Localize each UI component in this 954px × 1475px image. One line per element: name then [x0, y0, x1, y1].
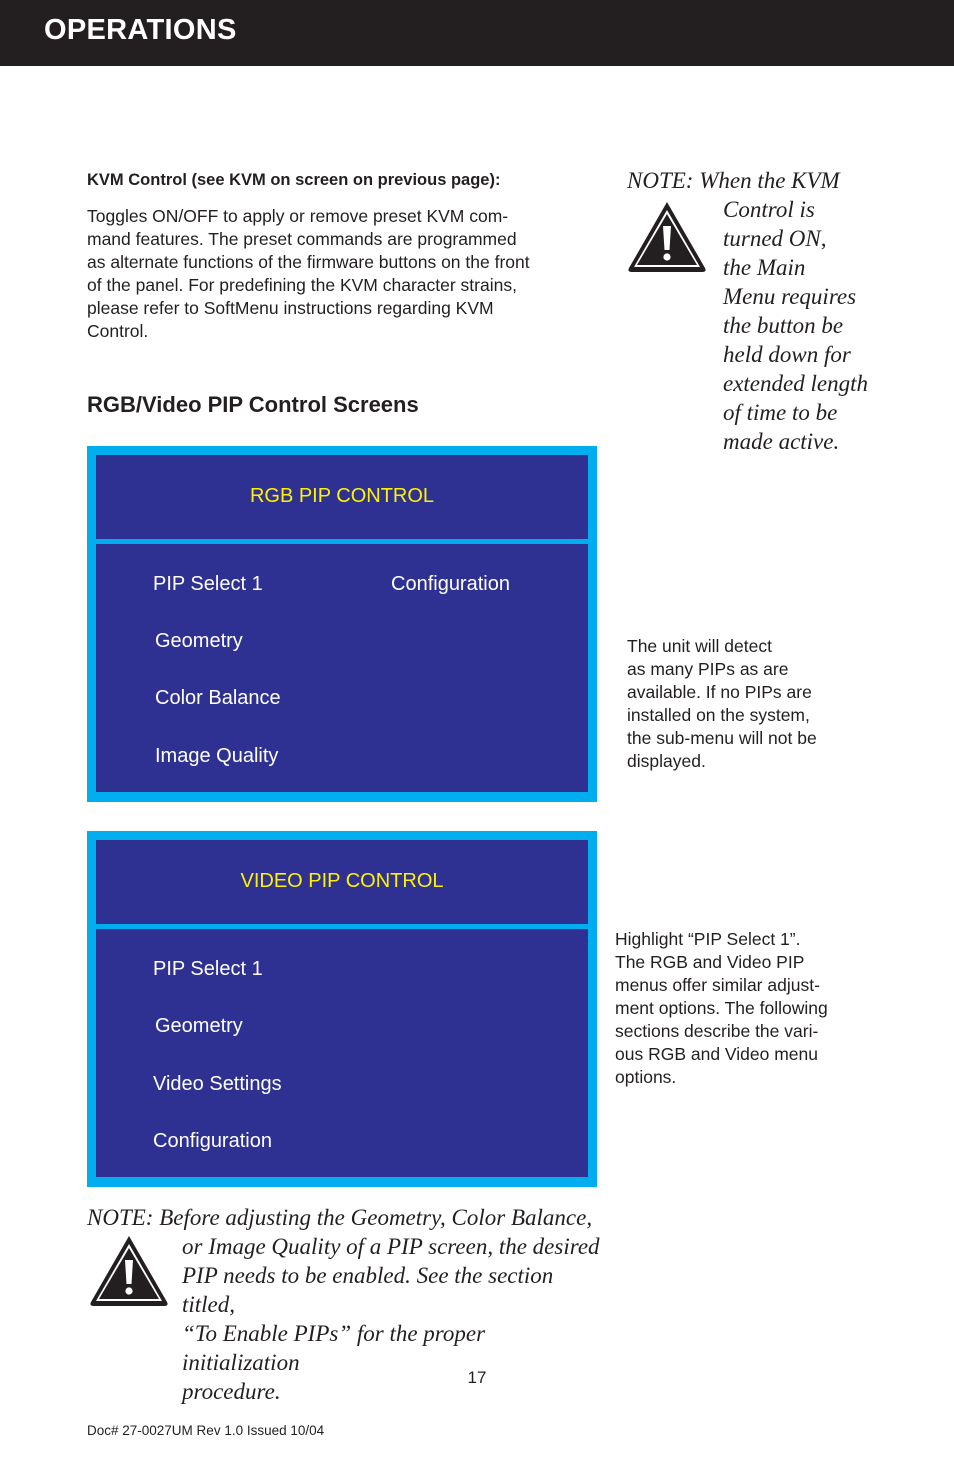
video-menu-title-box — [96, 840, 588, 924]
kvm-line: please refer to SoftMenu instructions regarding KVM — [87, 298, 494, 318]
kvm-note-first-line: NOTE: When the KVM — [627, 168, 840, 193]
highlight-line: Highlight “PIP Select 1”. — [615, 929, 801, 949]
menu-item-configuration[interactable]: Configuration — [153, 1130, 272, 1152]
pip-highlight-note — [615, 928, 875, 1089]
kvm-note-line: turned ON, — [723, 226, 827, 251]
detect-line: the sub-menu will not be — [627, 728, 817, 748]
video-pip-menu — [87, 831, 597, 1187]
menu-item-pip-select[interactable]: PIP Select 1 — [153, 958, 263, 980]
detect-line: displayed. — [627, 751, 706, 771]
page-number: 17 — [467, 1368, 487, 1387]
detect-line: available. If no PIPs are — [627, 682, 812, 702]
menu-item-image-quality[interactable]: Image Quality — [155, 745, 279, 767]
pip-detect-note — [627, 635, 867, 773]
kvm-line: Toggles ON/OFF to apply or remove preset KVM com- — [87, 206, 509, 226]
detect-line: The unit will detect — [627, 636, 772, 656]
header-bar — [0, 0, 954, 66]
highlight-line: ous RGB and Video menu — [615, 1044, 819, 1064]
menu-item-geometry[interactable]: Geometry — [155, 1015, 243, 1037]
kvm-line: of the panel. For predefining the KVM character strains, — [87, 275, 517, 295]
menu-item-pip-select[interactable]: PIP Select 1 — [153, 573, 263, 595]
kvm-note-line: held down for — [723, 342, 851, 367]
rgb-pip-menu — [87, 446, 597, 802]
doc-footer: Doc# 27-0027UM Rev 1.0 Issued 10/04 — [87, 1423, 325, 1438]
detect-line: installed on the system, — [627, 705, 810, 725]
note-bottom-line: PIP needs to be enabled. See the section titled, — [182, 1263, 554, 1317]
kvm-paragraph — [87, 205, 592, 343]
pip-section-heading: RGB/Video PIP Control Screens — [87, 392, 419, 417]
kvm-line: Control. — [87, 321, 149, 341]
page-title: OPERATIONS — [44, 14, 237, 46]
kvm-note — [627, 166, 887, 456]
highlight-line: menus offer similar adjust- — [615, 975, 820, 995]
kvm-note-line: made active. — [723, 429, 840, 454]
kvm-line: as alternate functions of the firmware buttons on the front — [87, 252, 530, 272]
kvm-note-line: extended length — [723, 371, 868, 396]
rgb-menu-body — [96, 544, 588, 792]
kvm-line: mand features. The preset commands are programmed — [87, 229, 517, 249]
kvm-heading: KVM Control (see KVM on screen on previous page): — [87, 171, 501, 189]
kvm-note-line: Menu requires — [723, 284, 857, 309]
video-menu-title: VIDEO PIP CONTROL — [240, 870, 444, 892]
note-bottom-line: or Image Quality of a PIP screen, the desired — [182, 1234, 600, 1259]
kvm-note-line: the Main — [723, 255, 806, 280]
kvm-note-line: of time to be — [723, 400, 838, 425]
detect-line: as many PIPs as are — [627, 659, 789, 679]
kvm-note-line: Control is — [723, 197, 815, 222]
highlight-line: ment options. The following — [615, 998, 828, 1018]
menu-item-configuration[interactable]: Configuration — [391, 573, 510, 595]
highlight-line: options. — [615, 1067, 677, 1087]
note-bottom-first-line: NOTE: Before adjusting the Geometry, Color Balance, — [87, 1205, 593, 1230]
rgb-menu-title-box — [96, 455, 588, 539]
rgb-menu-title: RGB PIP CONTROL — [249, 485, 435, 507]
highlight-line: sections describe the vari- — [615, 1021, 819, 1041]
note-bottom-line: “To Enable PIPs” for the proper initialization — [182, 1321, 486, 1375]
kvm-note-line: the button be — [723, 313, 844, 338]
note-bottom-line: procedure. — [182, 1379, 281, 1404]
menu-item-color-balance[interactable]: Color Balance — [155, 687, 281, 709]
highlight-line: The RGB and Video PIP — [615, 952, 805, 972]
menu-item-geometry[interactable]: Geometry — [155, 630, 243, 652]
video-menu-body — [96, 929, 588, 1177]
menu-item-video-settings[interactable]: Video Settings — [153, 1073, 282, 1095]
